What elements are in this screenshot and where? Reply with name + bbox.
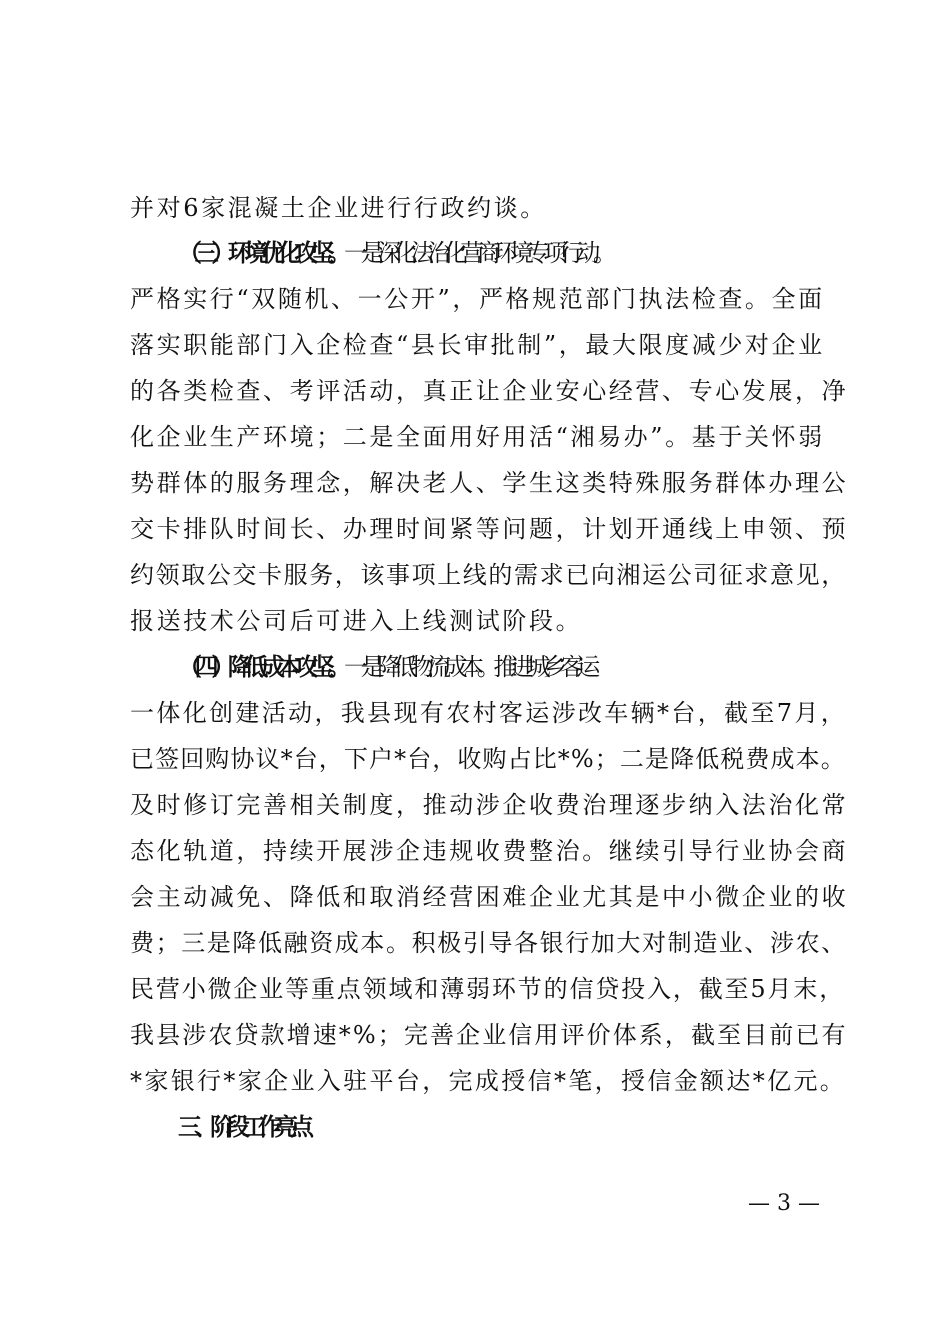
paragraph-line: 费；三是降低融资成本。积极引导各银行加大对制造业、涉农、	[130, 929, 847, 957]
paragraph-line: 化企业生产环境；二是全面用好用活“湘易办”。基于关怀弱	[130, 423, 825, 451]
paragraph-line: 已签回购协议*台，下户*台，收购占比*%；二是降低税费成本。	[130, 745, 846, 773]
paragraph-line: 的各类检查、考评活动，真正让企业安心经营、专心发展，净	[130, 377, 849, 405]
paragraph-line: *家银行*家企业入驻平台，完成授信*笔，授信金额达*亿元。	[130, 1067, 847, 1095]
paragraph-heading: （四）降低成本攻坚。	[178, 652, 344, 681]
paragraph-line: 我县涉农贷款增速*%；完善企业信用评价体系，截至目前已有	[130, 1021, 848, 1049]
paragraph-text: 一是深化法治化营商环境专项行动。	[344, 239, 610, 267]
section-heading: 三、阶段工作亮点	[178, 1113, 306, 1141]
paragraph-line	[178, 652, 898, 682]
paragraph-line: 民营小微企业等重点领域和薄弱环节的信贷投入，截至5月末，	[130, 975, 846, 1003]
paragraph-line: 势群体的服务理念，解决老人、学生这类特殊服务群体办理公	[130, 469, 849, 497]
paragraph-line: 约领取公交卡服务，该事项上线的需求已向湘运公司征求意见，	[130, 561, 847, 589]
paragraph-heading: （三）环境优化攻坚。	[178, 238, 344, 267]
paragraph-line: 交卡排队时间长、办理时间紧等问题，计划开通线上申领、预	[130, 515, 849, 543]
paragraph-line: 落实职能部门入企检查“县长审批制”，最大限度减少对企业	[130, 331, 825, 359]
paragraph-text: 一是降低物流成本。推进城乡客运	[344, 653, 593, 681]
paragraph-line	[178, 238, 898, 268]
paragraph-line: 并对6家混凝土企业进行行政约谈。	[130, 194, 547, 222]
paragraph-line: 会主动减免、降低和取消经营困难企业尤其是中小微企业的收	[130, 883, 849, 911]
paragraph-line: 及时修订完善相关制度，推动涉企收费治理逐步纳入法治化常	[130, 791, 849, 819]
paragraph-line: 态化轨道，持续开展涉企违规收费整治。继续引导行业协会商	[130, 837, 849, 865]
paragraph-line: 严格实行“双随机、一公开”，严格规范部门执法检查。全面	[130, 285, 825, 313]
paragraph-line: 一体化创建活动，我县现有农村客运涉改车辆*台，截至7月，	[130, 699, 848, 727]
page-number: — 3 —	[748, 1191, 820, 1216]
paragraph-line: 报送技术公司后可进入上线测试阶段。	[130, 607, 583, 635]
